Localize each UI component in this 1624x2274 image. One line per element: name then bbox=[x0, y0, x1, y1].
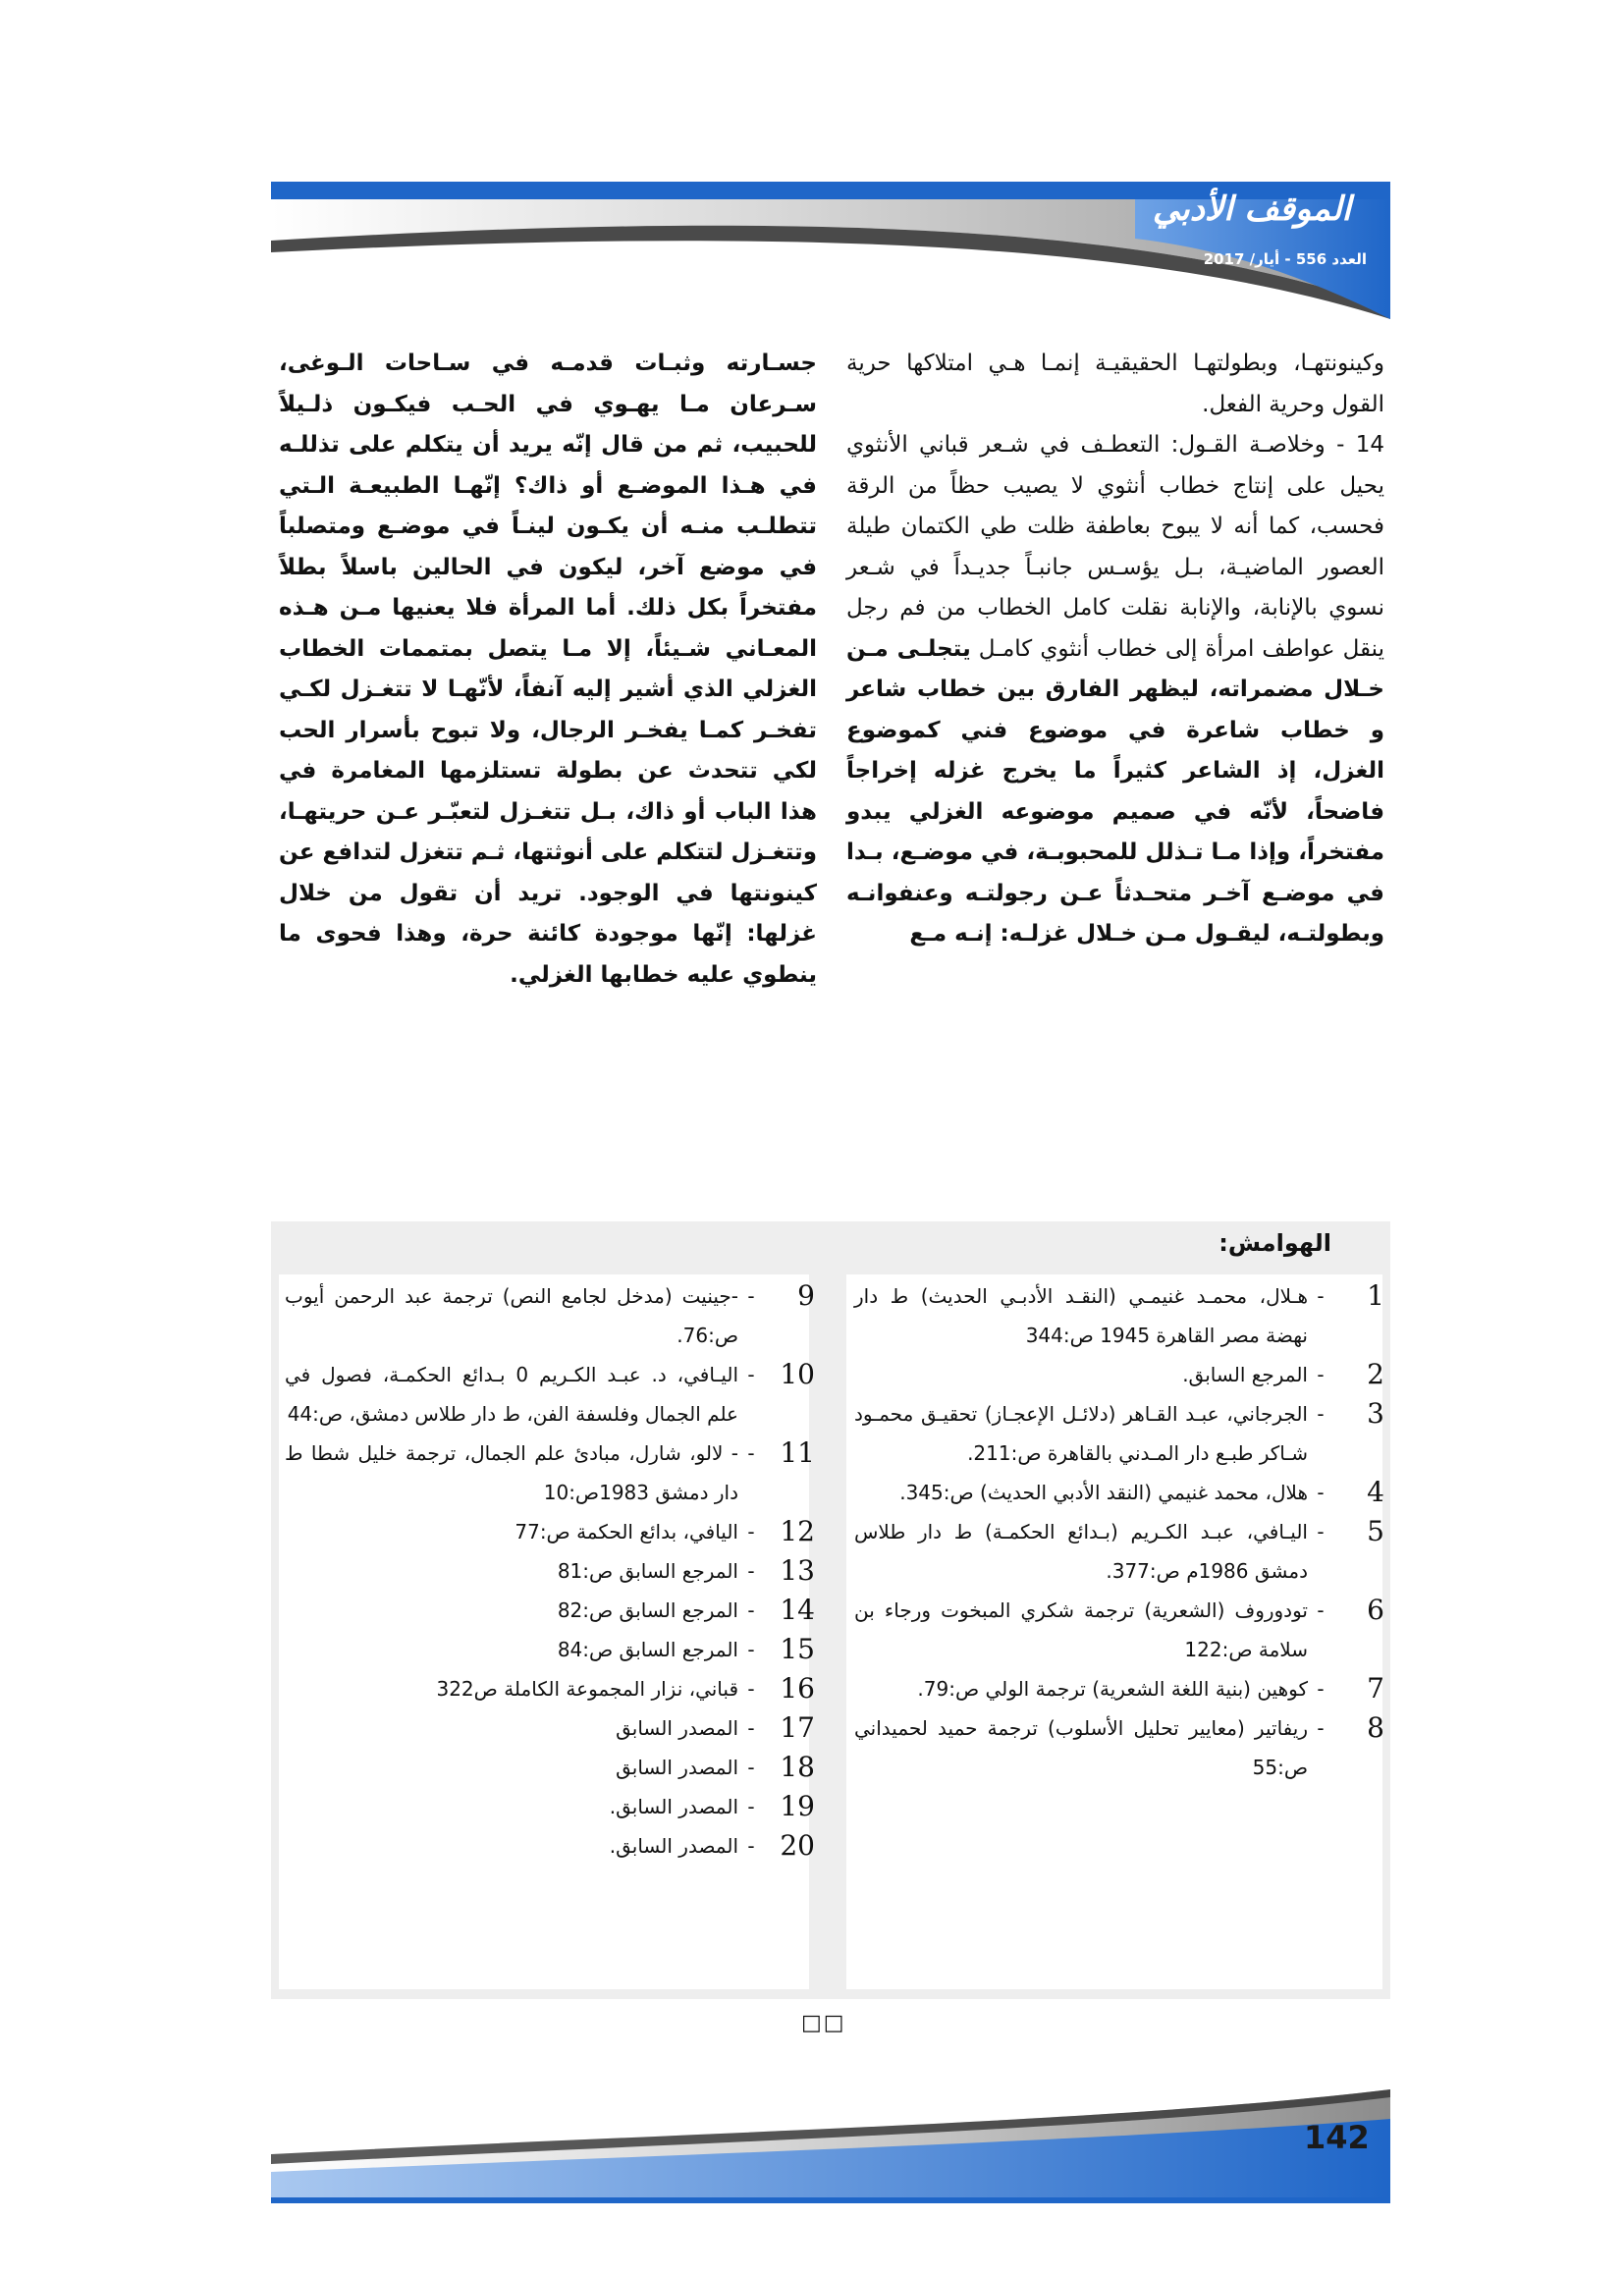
body-paragraph: جسـارته وثبـات قدمـه في سـاحات الـوغى، سـرعان مـا يهـوي في الحـب فيكـون ذلـيلاً للحبيب، ثم من قال إنّه يريد أن يتكلم على تذللـه في هـذا الموضـع أو ذاك؟ إنّهـا الطبيعـة الـتي تتطلـب منـه أن يكـون لينـاً في موضـع ومتصلباً في موضع آخر، ليكون في الحالين باسلاً بطلاً مفتخراً بكل ذلك. أما المرأة فلا يعنيها مـن هـذه المعـاني شـيئاً، إلا مـا يتصل بمتممات الخطاب الغزلي الذي أشير إليه آنفاً، لأنّهـا لا تتغـزل لكـي تفخـر كمـا يفخـر الرجال، ولا تبوح بأسرار الحب لكي تتحدث عن بطولة تستلزمها المغامرة في هذا الباب أو ذاك، بـل تتغـزل لتعبّـر عـن حريتهـا، وتتغـزل لتتكلم على أنوثتها، ثـم تتغزل لتدافع عن كينونتها في الوجود. تريد أن تقول من خلال غزلها: إنّها موجودة كائنة حرة، وهذا فحوى ما ينطوي عليه خطابها الغزلي. bbox=[279, 351, 817, 988]
footnote-number: 17 bbox=[780, 1711, 815, 1744]
footnote-item: 9 - -جينيت (مدخل لجامع النص) ترجمة عبد الرحمن أيوب ص:76. bbox=[285, 1276, 815, 1355]
footnote-text: المصدر السابق. bbox=[609, 1795, 738, 1818]
footnote-number: 6 bbox=[1367, 1594, 1384, 1626]
footnote-text: كوهين (بنية اللغة الشعرية) ترجمة الولي ص:79. bbox=[917, 1677, 1308, 1701]
footnotes-list-left bbox=[285, 1276, 815, 1866]
body-paragraph bbox=[846, 425, 1384, 955]
footnote-text: ريفاتير (معايير تحليل الأسلوب) ترجمة حميد لحميداني ص:55 bbox=[854, 1716, 1308, 1779]
footnote-item: 19 - المصدر السابق. bbox=[285, 1787, 815, 1826]
body-text-bold: يتجلـى مـن خـلال مضمراته، ليظهر الفارق بين خطاب شاعر و خطاب شاعرة في موضوع فني كموضوع الغزل، إذ الشاعر كثيراً ما يخرج غزله إخراجاً فاضحاً، لأنّه في صميم موضوعه الغزلي يبدو مفتخراً، وإذا مـا تـذلل للمحبوبـة، في موضـع، بـدا في موضـع آخـر متحـدثاً عـن رجولتـه وعنفوانـه وبطولتـه، ليقـول مـن خـلال غزلـه: إنـه مـع bbox=[846, 635, 1384, 947]
footnote-number: 13 bbox=[780, 1554, 815, 1587]
footnote-text: المرجع السابق ص:82 bbox=[557, 1598, 738, 1622]
footnote-item: 10 - اليـافي، د. عبـد الكـريم 0 بـدائع الحكمـة، فصول في علم الجمال وفلسفة الفن، ط دار طلاس دمشق، ص:44 bbox=[285, 1355, 815, 1434]
footnote-item: 6 - تودوروف (الشعرية) ترجمة شكري المبخوت ورجاء بن سلامة ص:122 bbox=[854, 1591, 1384, 1669]
footnote-item: 11 - - لالو، شارل، مبادئ علم الجمال، ترجمة خليل شطا ط دار دمشق 1983ص:10 bbox=[285, 1434, 815, 1512]
footnote-number: 16 bbox=[780, 1672, 815, 1705]
footnote-item: 7 - كوهين (بنية اللغة الشعرية) ترجمة الولي ص:79. bbox=[854, 1669, 1384, 1708]
end-mark: □□ bbox=[801, 2011, 846, 2035]
footnote-item: 18 - المصدر السابق bbox=[285, 1748, 815, 1787]
footnote-item: 17 - المصدر السابق bbox=[285, 1708, 815, 1748]
footnote-text: المصدر السابق bbox=[616, 1756, 738, 1779]
footnote-text: اليـافي، عبـد الكـريم (بـدائع الحكمـة) ط دار طلاس دمشق 1986م ص:377. bbox=[854, 1520, 1308, 1583]
header-banner bbox=[271, 182, 1390, 329]
footnote-number: 19 bbox=[780, 1790, 815, 1822]
footnote-text: المصدر السابق. bbox=[609, 1834, 738, 1858]
footnote-text: قباني، نزار المجموعة الكاملة ص322 bbox=[436, 1677, 738, 1701]
footnote-number: 3 bbox=[1367, 1397, 1384, 1430]
footnote-number: 14 bbox=[780, 1594, 815, 1626]
footnote-number: 2 bbox=[1367, 1358, 1384, 1390]
footnotes-title: الهوامش: bbox=[1218, 1229, 1331, 1257]
footnote-text: المرجع السابق ص:84 bbox=[557, 1638, 738, 1661]
footnote-number: 10 bbox=[780, 1358, 815, 1390]
footnote-number: 1 bbox=[1367, 1279, 1384, 1312]
footnote-number: 4 bbox=[1367, 1476, 1384, 1508]
footer-banner bbox=[271, 2089, 1390, 2207]
footnote-text: المرجع السابق. bbox=[1182, 1363, 1308, 1386]
footnote-text: الجرجاني، عبـد القـاهر (دلائـل الإعجـاز) تحقيـق محمـود شـاكر طبـع دار المـدني بالقاهرة ص:211. bbox=[854, 1402, 1308, 1465]
footnote-number: 7 bbox=[1367, 1672, 1384, 1705]
footnote-number: 12 bbox=[780, 1515, 815, 1547]
footnote-number: 18 bbox=[780, 1751, 815, 1783]
footnote-item: 15 - المرجع السابق ص:84 bbox=[285, 1630, 815, 1669]
footnote-item: 3 - الجرجاني، عبـد القـاهر (دلائـل الإعجـاز) تحقيـق محمـود شـاكر طبـع دار المـدني بالقاهرة ص:211. bbox=[854, 1394, 1384, 1473]
footnote-text: اليـافي، د. عبـد الكـريم 0 بـدائع الحكمـة، فصول في علم الجمال وفلسفة الفن، ط دار طلاس دمشق، ص:44 bbox=[285, 1363, 738, 1426]
footnote-item: 8 - ريفاتير (معايير تحليل الأسلوب) ترجمة حميد لحميداني ص:55 bbox=[854, 1708, 1384, 1787]
body-column-right bbox=[846, 344, 1384, 955]
footnote-item: 14 - المرجع السابق ص:82 bbox=[285, 1591, 815, 1630]
body-text: 14 - وخلاصـة القـول: التعطـف في شـعر قباني الأنثوي يحيل على إنتاج خطاب أنثوي لا يصيب حظاً من الرقة فحسب، كما أنه لا يبوح بعاطفة ظلت طي الكتمان طيلة العصور الماضيـة، بـل يؤسـس جانبـاً جديـداً في شـعر نسوي بالإنابة، والإنابة نقلت كامل الخطاب من فم رجل ينقل عواطف امرأة إلى خطاب أنثوي كامـل bbox=[846, 432, 1385, 662]
page-number: 142 bbox=[1304, 2119, 1370, 2156]
footnote-number: 5 bbox=[1367, 1515, 1384, 1547]
footnote-number: 15 bbox=[780, 1633, 815, 1665]
magazine-logo: الموقف الأدبي bbox=[1152, 190, 1351, 229]
footnote-text: تودوروف (الشعرية) ترجمة شكري المبخوت ورجاء بن سلامة ص:122 bbox=[854, 1598, 1308, 1661]
footnote-item: 1 - هـلال، محمـد غنيمـي (النقـد الأدبـي الحديث) ط دار نهضة مصر القاهرة 1945 ص:344 bbox=[854, 1276, 1384, 1355]
footnote-item: 13 - المرجع السابق ص:81 bbox=[285, 1551, 815, 1591]
footnote-item: 4 - هلال، محمد غنيمي (النقد الأدبي الحديث) ص:345. bbox=[854, 1473, 1384, 1512]
footnote-text: اليافي، بدائع الحكمة ص:77 bbox=[514, 1520, 738, 1543]
issue-line: العدد 556 - أيار/ 2017 bbox=[1203, 250, 1367, 268]
footnote-text: -جينيت (مدخل لجامع النص) ترجمة عبد الرحمن أيوب ص:76. bbox=[285, 1284, 738, 1347]
footnote-text: هـلال، محمـد غنيمـي (النقـد الأدبـي الحديث) ط دار نهضة مصر القاهرة 1945 ص:344 bbox=[854, 1284, 1308, 1347]
footnote-text: المصدر السابق bbox=[616, 1716, 738, 1740]
footnote-number: 9 bbox=[797, 1279, 815, 1312]
footnote-text: المرجع السابق ص:81 bbox=[557, 1559, 738, 1583]
footnote-item: 5 - اليـافي، عبـد الكـريم (بـدائع الحكمـة) ط دار طلاس دمشق 1986م ص:377. bbox=[854, 1512, 1384, 1591]
footnote-item: 12 - اليافي، بدائع الحكمة ص:77 bbox=[285, 1512, 815, 1551]
footnote-number: 20 bbox=[780, 1829, 815, 1862]
footnote-item: 2 - المرجع السابق. bbox=[854, 1355, 1384, 1394]
footer-swoosh bbox=[271, 2089, 1390, 2207]
body-column-left bbox=[279, 344, 817, 996]
body-paragraph: وكينونتهـا، وبطولتهـا الحقيقيـة إنمـا هـي امتلاكها حرية القول وحرية الفعل. bbox=[846, 351, 1384, 417]
footnote-item: 16 - قباني، نزار المجموعة الكاملة ص322 bbox=[285, 1669, 815, 1708]
footnote-item: 20 - المصدر السابق. bbox=[285, 1826, 815, 1866]
footnotes-list-right bbox=[854, 1276, 1384, 1787]
footnote-text: - لالو، شارل، مبادئ علم الجمال، ترجمة خليل شطا ط دار دمشق 1983ص:10 bbox=[285, 1441, 738, 1504]
footnote-number: 8 bbox=[1367, 1711, 1384, 1744]
footnote-number: 11 bbox=[780, 1436, 815, 1469]
footnote-text: هلال، محمد غنيمي (النقد الأدبي الحديث) ص:345. bbox=[899, 1481, 1308, 1504]
